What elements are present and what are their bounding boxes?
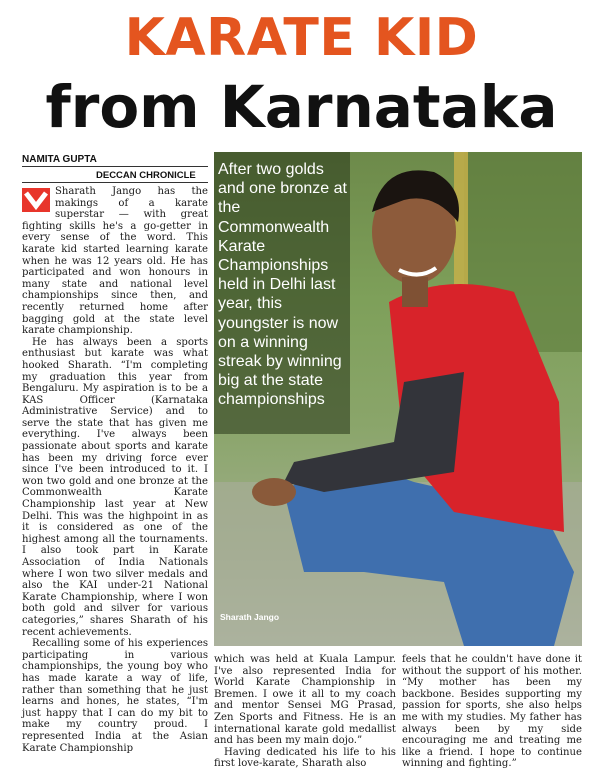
source-credit: DECCAN CHRONICLE — [96, 170, 196, 181]
paragraph-3: Recalling some of his experiences participating in various championships, the young boy who has made karate a way of life, rather than something that he just learns and hones, he states, “I'm just happy that I can do my bit to make my country proud. I represented India at the Asian Karate Championship — [22, 638, 208, 754]
paragraph-1 — [22, 186, 208, 337]
source-rule — [22, 182, 208, 183]
pull-quote: After two golds and one bronze at the Commonwealth Karate Championships held in Delhi last year, this youngster is now on a winning streak by winning big at the state championships — [218, 161, 347, 409]
paragraph-4: which was held at Kuala Lampur. I've also represented India for World Karate Championship in Bremen. I owe it all to my coach and mentor Sensei MG Prasad, Zen Sports and Fitness. He is an international karate gold medallist and has been my main dojo.” — [214, 654, 396, 747]
byline: NAMITA GUPTA — [22, 154, 97, 165]
paragraph-5: Having dedicated his life to his first love-karate, Sharath also — [214, 746, 396, 770]
paragraph-2: He has always been a sports enthusiast but karate was what hooked Sharath. “I'm completing my graduation this year from Bengaluru. My aspiration is to be a KAS Officer (Karnataka Administrative Service) and to serve the state that has given me everything. I've always been passionate about sports and karate has been my driving force ever since I've been introduced to it. I won two gold and one bronze at the Commonwealth Karate Championship last year at New Delhi. This was the highpoint in as it is considered as one of the highest among all the tournaments. I also took part in Karate Association of India Nationals where I won two silver medals and also the KAI under-21 National Karate Championship, where I won both gold and silver for various categories,” shares Sharath of his recent achievements. — [22, 336, 208, 638]
photo-caption: Sharath Jango — [220, 612, 280, 622]
article-column-3 — [402, 654, 582, 770]
article-column-1 — [22, 186, 208, 754]
article-column-2 — [214, 654, 396, 770]
paragraph-1-text: Sharath Jango has the makings of a karate superstar — with great fighting skills he's a go-getter in every sense of the word. This karate kid started learning karate when he was 12 years old. He has participated and won honours in many state and national level championships since then, and recently returned home after bagging gold at the state level karate championship. — [22, 186, 208, 337]
dropcap-icon — [22, 188, 50, 212]
headline-line1: KARATE KID — [124, 8, 479, 68]
paragraph-6: feels that he couldn't have done it without the support of his mother. “My mother has been my backbone. Besides supporting my passion for sports, she also helps me with my studies. My father has always been by my side encouraging me and treating me like a friend. I hope to continue winning and fighting.” — [402, 654, 582, 770]
byline-rule — [22, 166, 208, 167]
headline-line2: from Karnataka — [45, 73, 558, 141]
